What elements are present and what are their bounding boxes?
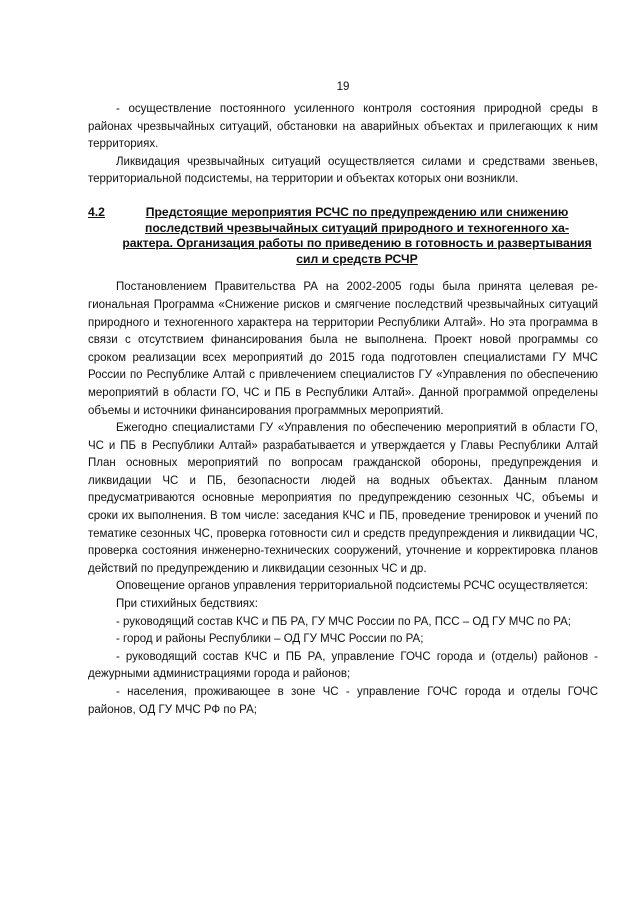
- paragraph-intro-2: Ликвидация чрезвычайных ситуаций осуществляется силами и средствами звеньев, территориальной подсистемы, на территории и объектах которых они возникли.: [88, 155, 598, 186]
- document-body: [88, 101, 598, 719]
- paragraph-intro-1: - осуществление постоянного усиленного контроля состояния природной среды в районах чрезвычайных ситуаций, обстановки на аварийных объектах и прилегающих к ним территориях.: [88, 103, 598, 151]
- list-item-population: - населения, проживающее в зоне ЧС - управление ГОЧС города и отделы ГОЧС районов, ОД ГУ МЧС РФ по РА;: [88, 686, 598, 716]
- section-heading: [88, 205, 598, 267]
- paragraph-notification: Оповещение органов управления территориальной подсистемы РСЧС осуществляется:: [116, 580, 588, 593]
- page-number: 19: [336, 81, 350, 93]
- list-item-duty-administrations: - руководящий состав КЧС и ПБ РА, управление ГОЧС города и (отделы) районов - дежурными администрациями города и районов;: [88, 650, 598, 681]
- paragraph-annual-plan: Ежегодно специалистами ГУ «Управления по обеспечению мероприятий в области ГО, ЧС и ПБ в Республики Алтай» разрабатывается и утверждается у Главы Республики Алтай План основных мероприятий по вопросам гражданской обороны, предупреждения и ликвидации ЧС и ПБ, безопасности людей на водных объектах. Данным планом предусматриваются основные мероприятия по предупреждению сезонных ЧС, объемы и сроки их выполнения. В том числе: заседания КЧС и ПБ, проведение тренировок и учений по тематике сезонных ЧС, проверка готовности сил и средств предупреждения и ликвидации ЧС, проверка состояния инженерно-технических сооружений, уточнение и корректировка планов действий по предупреждению и ликвидации сезонных ЧС и др.: [88, 422, 598, 575]
- list-item-leadership: - руководящий состав КЧС и ПБ РА, ГУ МЧС России по РА, ПСС – ОД ГУ МЧС по РА;: [116, 615, 571, 628]
- list-item-city-districts: - город и районы Республики – ОД ГУ МЧС России по РА;: [116, 633, 424, 646]
- paragraph-program: Постановлением Правительства РА на 2002-2005 годы была принята целевая региональная Программа «Снижение рисков и смягчение последствий чрезвычайных ситуаций природного и техногенного характера на территории Республики Алтай». Но эта программа в связи с отсутствием финансирования была не выполнена. Проект новой программы со сроком реализации всех мероприятий до 2015 года подготовлен специалистами ГУ МЧС России по Республике Алтай с привлечением специалистов ГУ «Управления по обеспечению мероприятий в области ГО, ЧС и ПБ в Республики Алтай». Данной программой определены объемы и источники финансирования программных мероприятий.: [88, 281, 598, 417]
- section-title: Предстоящие мероприятия РСЧС по предупреждению или снижению последствий чрезвычайных ситуаций природного и техногенного характера. Организация работы по приведению в готовность и развертывания сил и средств РСЧР: [122, 204, 592, 266]
- paragraph-disasters: При стихийных бедствиях:: [116, 598, 258, 611]
- section-number: 4.2: [88, 204, 105, 219]
